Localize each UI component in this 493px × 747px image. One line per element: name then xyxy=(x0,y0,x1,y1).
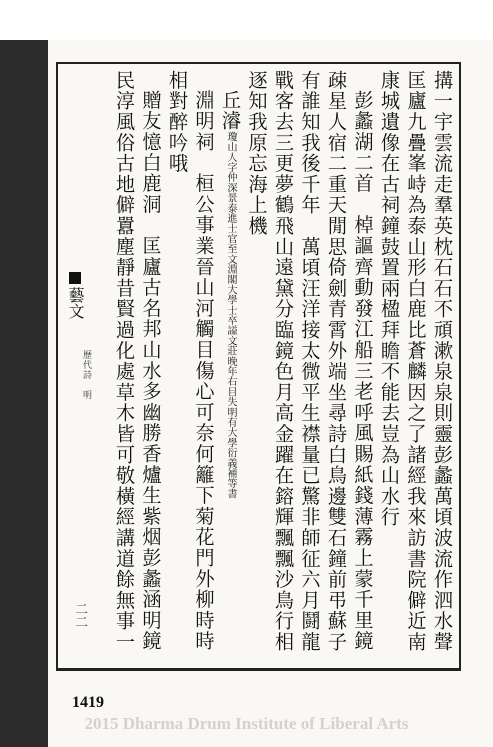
right-rule xyxy=(459,62,461,671)
text-column xyxy=(192,70,216,666)
author-note: 瓊山人字仲深景泰進士官至文淵閣大學士卒謚文莊晚年右目失明有大學衍義補等書 xyxy=(225,131,236,499)
top-rule xyxy=(56,62,461,64)
text-column xyxy=(404,70,428,666)
column-text: 民淳風俗古地僻囂塵靜昔賢過化處草木皆可敬橫經講道餘無事一 xyxy=(113,70,136,653)
column-text: 有誰知我後千年 萬頃汪洋接太微平生襟量已驚非師征六月鬪龍 xyxy=(298,70,322,653)
bottom-rule xyxy=(56,668,461,671)
text-column xyxy=(324,70,348,666)
column-text: 匡廬九疊峯峙為泰山形白鹿比蒼麟因之了諸經我來訪書院僻近南 xyxy=(404,70,428,653)
column-text: 逐知我原忘海上機 xyxy=(245,70,269,237)
text-column xyxy=(245,70,269,666)
text-column xyxy=(112,70,136,666)
page-number: 1419 xyxy=(72,694,104,711)
column-text: 戰客去三更夢鶴飛山遠黛分臨鏡色月高金躍在鎔輝飄飄沙鳥行相 xyxy=(272,70,295,653)
column-text: 丘濬 xyxy=(219,90,242,132)
text-column xyxy=(298,70,322,666)
leaf-number: 二二 xyxy=(72,602,87,628)
text-column xyxy=(165,70,189,666)
watermark-credit: 2015 Dharma Drum Institute of Liberal Arts xyxy=(84,714,409,733)
text-column xyxy=(351,70,375,666)
text-column xyxy=(377,70,401,666)
scan-border xyxy=(0,0,48,747)
text-column xyxy=(139,70,163,666)
column-text: 淵明祠 桓公事業晉山河觸目傷心可奈何籬下菊花門外柳時時 xyxy=(192,90,216,652)
section-subtitle: 歷代詩 明 xyxy=(81,330,91,400)
column-text: 相對醉吟哦 xyxy=(166,70,189,174)
text-column xyxy=(218,70,242,666)
column-text: 彭蠡湖二首 棹謳齊動發江船三老呼風賜紙錢薄霧上蒙千里鏡 xyxy=(351,90,375,652)
section-title: 藝文 xyxy=(64,272,87,319)
section-mark xyxy=(69,272,81,284)
running-header xyxy=(56,62,96,662)
column-text: 贈友憶白鹿洞 匡廬古名邦山水多幽勝香爐生紫烟彭蠡涵明鏡 xyxy=(139,90,163,652)
text-block xyxy=(56,62,461,672)
column-text: 康城遺像在古祠鐘鼓置兩楹拜瞻不能去豈為山水行 xyxy=(378,70,401,528)
text-column xyxy=(430,70,454,666)
text-column xyxy=(271,70,295,666)
column-text: 疎星人宿二重天閒思倚劍青霄外端坐尋詩白鳥邊雙石鐘前弔蘇子 xyxy=(325,70,348,653)
column-text: 搆一宇雲流走羣英枕石石不頑漱泉泉則靈彭蠡萬頃波流作泗水聲 xyxy=(431,70,454,653)
